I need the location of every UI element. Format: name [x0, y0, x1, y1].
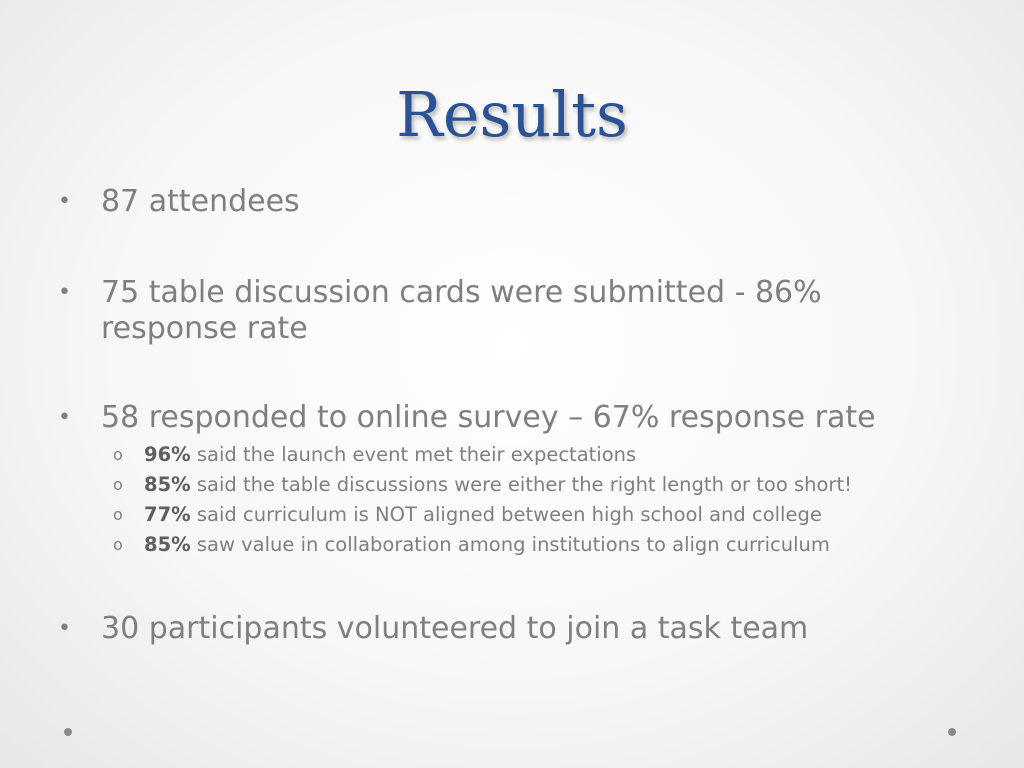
sub-bullet-marker: o: [113, 475, 123, 494]
bullet-item-attendees: [58, 184, 958, 220]
bullet-item-task-team: [58, 611, 958, 647]
bullet-text: 75 table discussion cards were submitted - 86% response rate: [101, 275, 822, 346]
bullet-text: 30 participants volunteered to join a task team: [101, 611, 809, 646]
sub-bullet-percent: 85%: [144, 533, 191, 556]
sub-bullet-item: [113, 440, 993, 470]
slide-title: Results: [396, 78, 628, 151]
corner-dot-right: [948, 728, 956, 736]
sub-bullet-percent: 85%: [144, 473, 191, 496]
sub-bullet-marker: o: [113, 535, 123, 554]
sub-bullet-percent: 77%: [144, 503, 191, 526]
sub-bullet-text: said the table discussions were either the right length or too short!: [190, 473, 852, 496]
sub-bullet-text: saw value in collaboration among institutions to align curriculum: [190, 533, 830, 556]
bullet-marker: •: [58, 189, 71, 214]
bullet-text: 58 responded to online survey – 67% response rate: [101, 400, 876, 435]
sub-bullet-item: [113, 470, 993, 500]
bullet-marker: •: [58, 280, 71, 305]
sub-bullet-marker: o: [113, 445, 123, 464]
bullet-marker: •: [58, 616, 71, 641]
bullet-item-discussion-cards: [58, 275, 878, 347]
sub-bullet-item: [113, 530, 993, 560]
sub-bullet-text: said curriculum is NOT aligned between high school and college: [190, 503, 822, 526]
bullet-item-online-survey: [58, 400, 958, 436]
sub-bullet-item: [113, 500, 993, 530]
bullet-text: 87 attendees: [101, 184, 300, 219]
bullet-marker: •: [58, 405, 71, 430]
corner-dot-left: [64, 728, 72, 736]
sub-bullet-percent: 96%: [144, 443, 191, 466]
sub-bullet-marker: o: [113, 505, 123, 524]
sub-bullet-text: said the launch event met their expectations: [190, 443, 637, 466]
